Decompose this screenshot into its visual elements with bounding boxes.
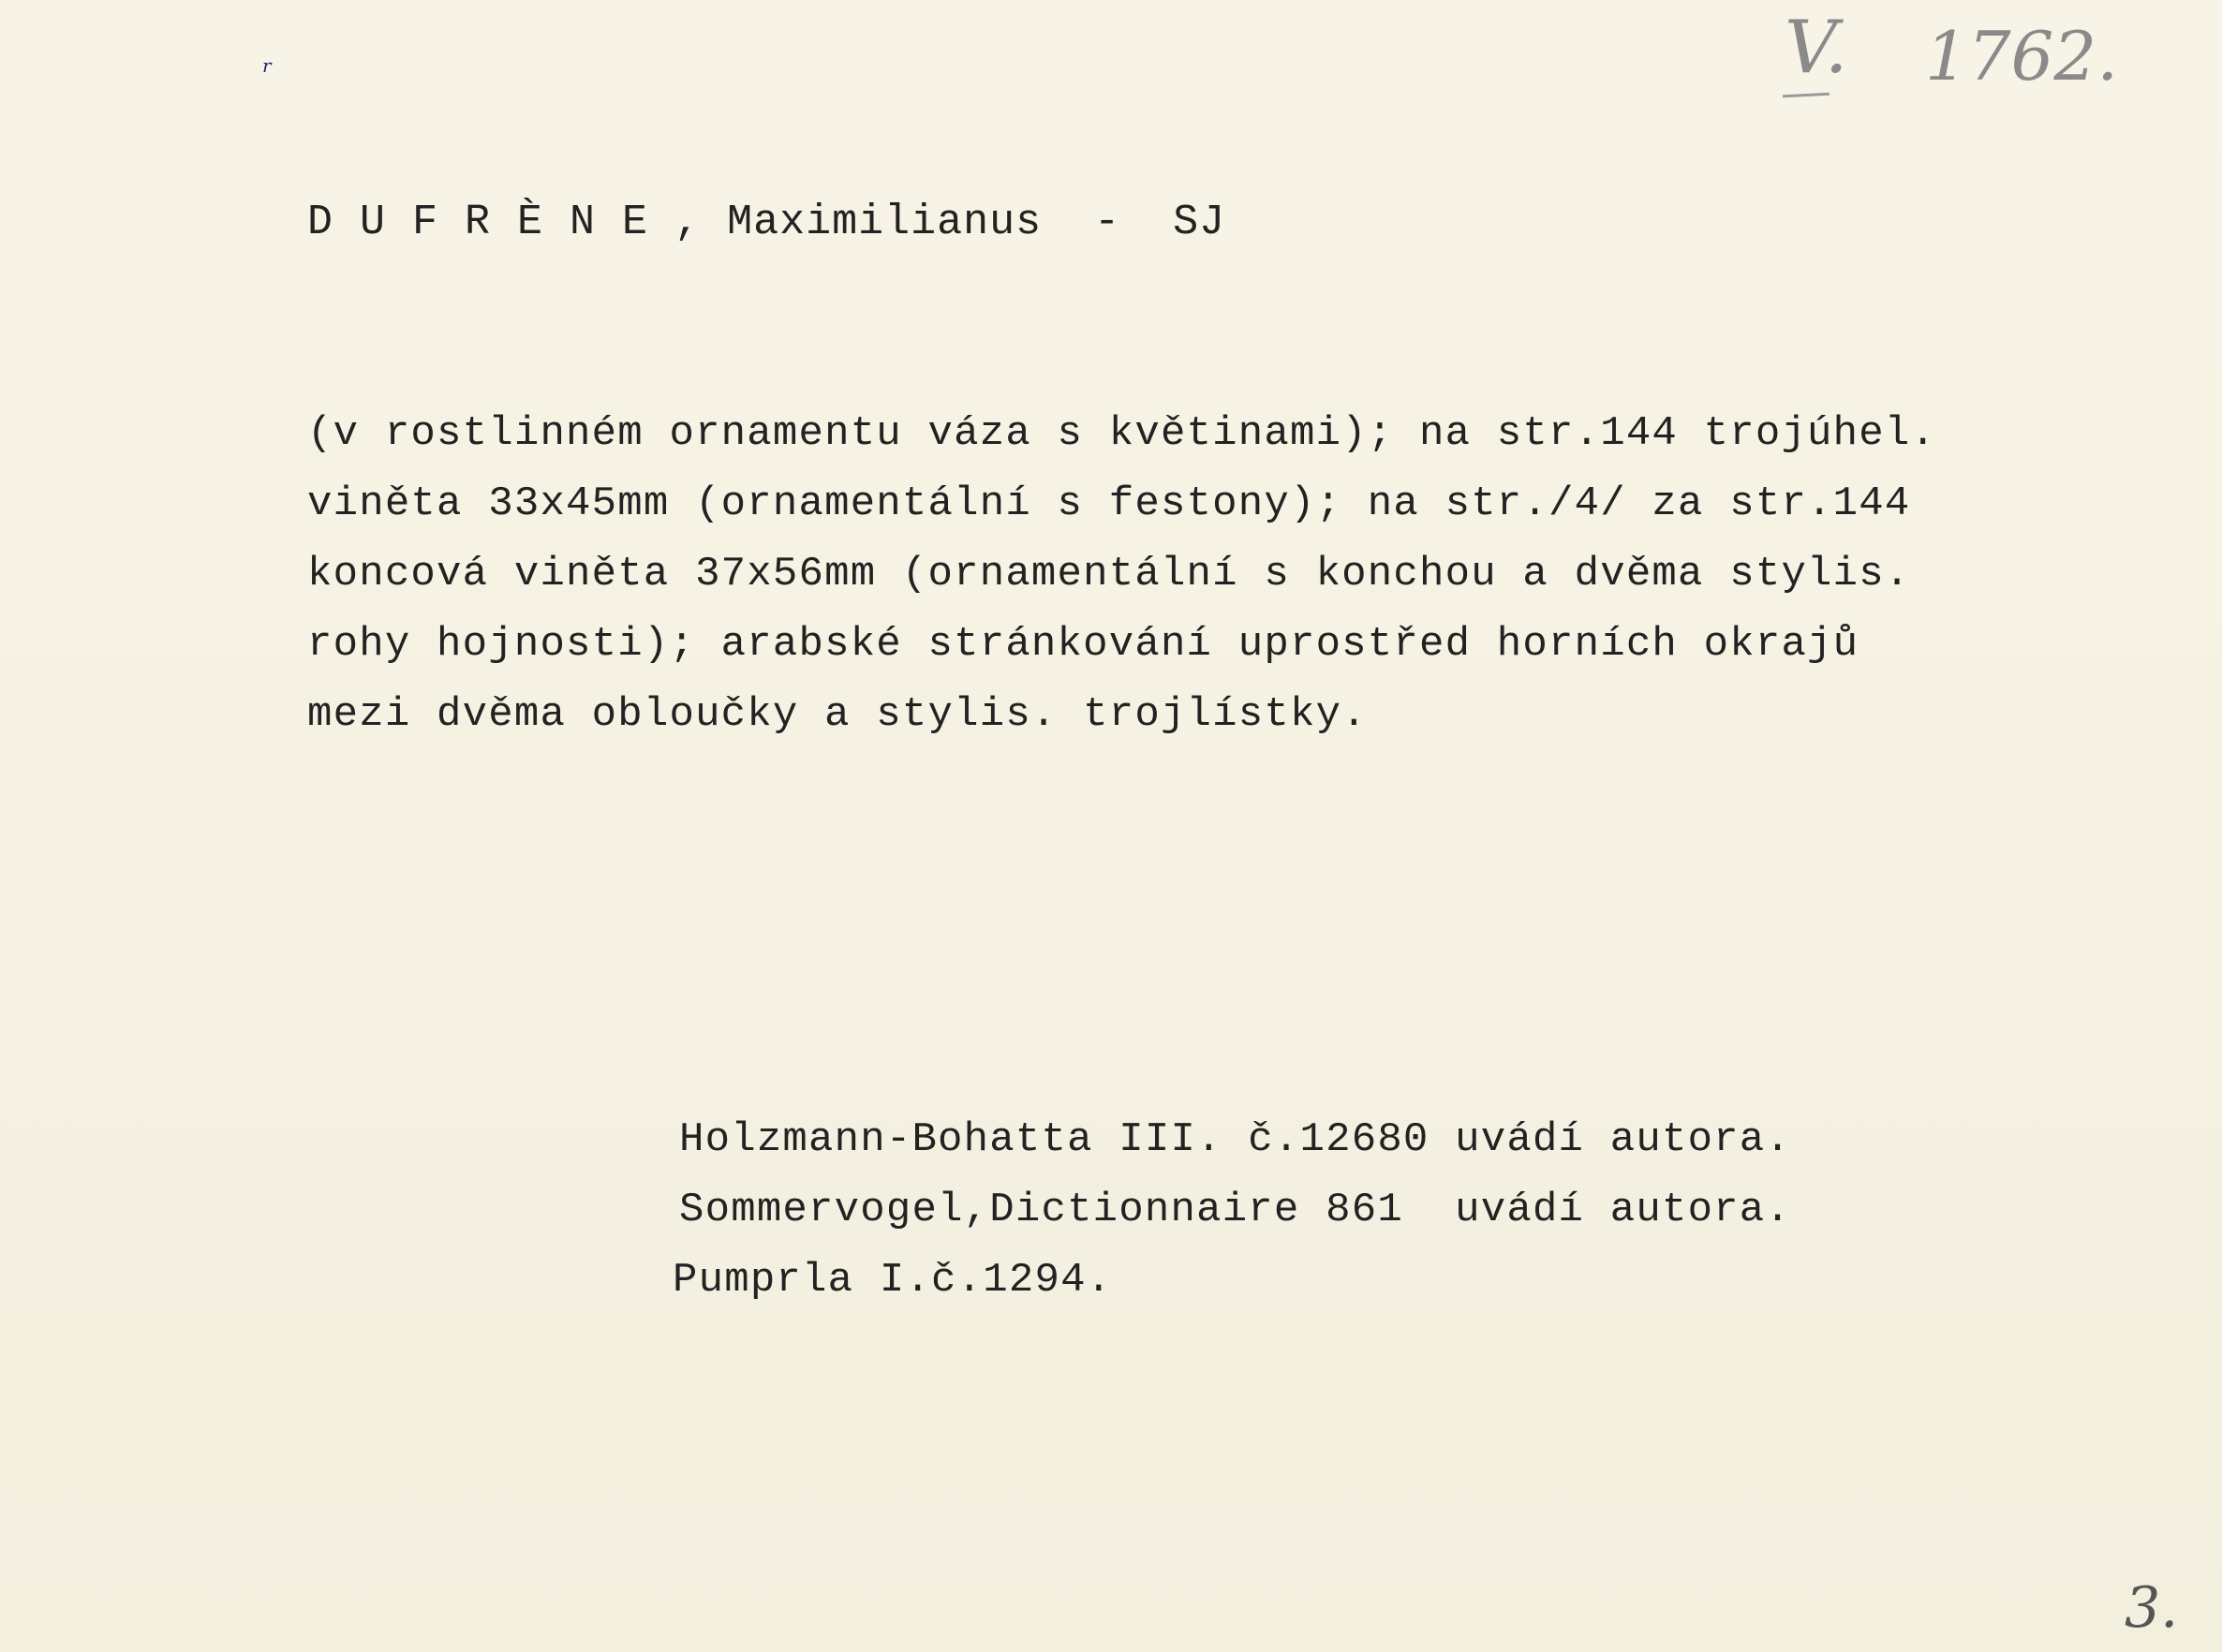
ink-mark: r bbox=[262, 54, 272, 77]
handwritten-volume-number: V. bbox=[1785, 6, 1848, 90]
handwritten-page-number: 3. bbox=[2125, 1575, 2179, 1641]
handwritten-underline bbox=[1783, 93, 1829, 98]
description-line: koncová viněta 37x56mm (ornamentální s konchou a dvěma stylis. bbox=[307, 551, 1911, 597]
description-line: viněta 33x45mm (ornamentální s festony); na str./4/ za str.144 bbox=[307, 480, 1911, 527]
handwritten-record-number: 1762. bbox=[1925, 17, 2119, 96]
description-line: rohy hojnosti); arabské stránkování uprostřed horních okrajů bbox=[307, 621, 1859, 668]
description-line: mezi dvěma obloučky a stylis. trojlístky. bbox=[307, 691, 1368, 738]
description-line: (v rostlinném ornamentu váza s květinami); na str.144 trojúhel. bbox=[307, 410, 1937, 457]
reference-line: Sommervogel,Dictionnaire 861 uvádí autora. bbox=[679, 1187, 1791, 1233]
author-heading: D U F R È N E , Maximilianus - SJ bbox=[307, 199, 1226, 246]
reference-line: Holzmann-Bohatta III. č.12680 uvádí autora. bbox=[679, 1116, 1791, 1163]
reference-line: Pumprla I.č.1294. bbox=[673, 1257, 1113, 1304]
